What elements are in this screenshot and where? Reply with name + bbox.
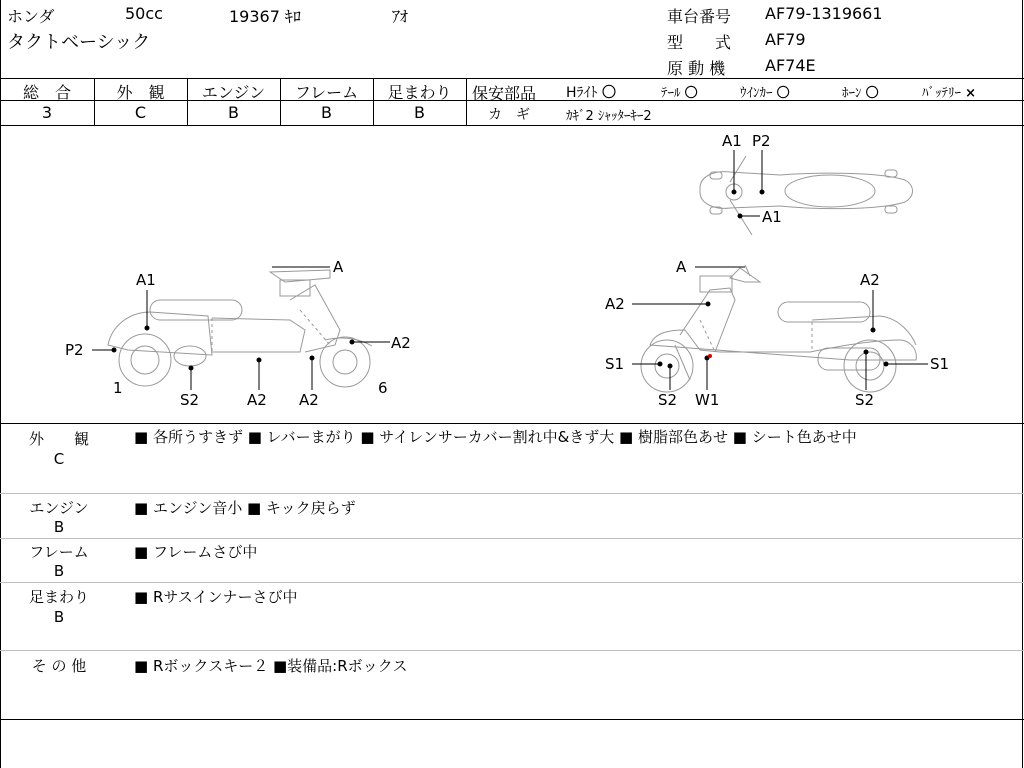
type-label: 型 式 [667,33,732,52]
label-a2: A2 [247,391,267,409]
damage-diagram [0,126,1024,424]
remark-text: ■ Rボックスキー２ ■装備品:Rボックス [134,657,408,675]
model-name: タクトベーシック [7,32,151,53]
type-value: AF79 [765,30,806,49]
label-s1: S1 [605,355,625,373]
remark-text: ■ Rサスインナーさび中 [134,588,298,606]
suspension-grade-label: 足まわり [387,83,452,102]
label-a2: A2 [605,295,625,313]
exterior-grade: C [134,103,147,122]
label-a2: A2 [860,271,880,289]
mileage: 19367 ｷﾛ [229,7,301,26]
label-a1: A1 [136,271,156,289]
engine-label: 原 動 機 [667,59,726,78]
divider [0,582,1024,583]
frame-no-label: 車台番号 [667,7,732,26]
label-a1: A1 [762,208,782,226]
color: ｱｵ [392,7,409,26]
remark-text: ■ エンジン音小 ■ キック戻らず [134,499,356,517]
divider [0,493,1024,494]
safety-item-name: ﾊﾞｯﾃﾘｰ [922,86,961,101]
exterior-label: 外 観 [116,83,165,102]
engine-value: AF74E [765,56,816,75]
label-6: 6 [378,379,388,397]
safety-item [922,82,976,101]
safety-item-name: ｳｲﾝｶｰ [740,86,773,101]
scooter-top-view [700,156,913,235]
displacement: 50cc [125,4,163,23]
frame-grade-label: フレーム [294,83,359,102]
safety-item-mark: 〇 [684,86,698,101]
safety-item-mark: 〇 [601,85,616,101]
divider [0,538,1024,539]
safety-label: 保安部品 [472,84,537,103]
overall-label: 総 合 [22,83,71,102]
safety-item [842,82,879,101]
safety-item [740,82,790,101]
damage-marker [708,354,712,358]
safety-item [566,82,616,102]
label-s2: S2 [180,391,200,409]
divider [466,78,467,125]
remark-grade: C [53,450,65,468]
key-value: ｶｷﾞ2 ｼｬｯﾀｰｷｰ2 [566,109,652,124]
divider [0,719,1024,720]
remark-label: 外 観 [28,430,89,448]
divider [0,650,1024,651]
suspension-grade: B [414,103,425,122]
label-a2: A2 [391,334,411,352]
label-a: A [333,258,344,276]
remark-label: 足まわり [28,588,89,606]
frame-grade: B [321,103,332,122]
label-p2: P2 [752,132,771,150]
label-s2: S2 [658,391,678,409]
label-a1: A1 [722,132,742,150]
safety-item-mark: 〇 [865,86,879,101]
remark-label: エンジン [29,499,89,517]
engine-grade-label: エンジン [201,83,266,102]
label-a: A [676,258,687,276]
remark-text: ■ フレームさび中 [134,543,258,561]
label-a2: A2 [299,391,319,409]
divider [0,78,1024,79]
frame-no: AF79-1319661 [765,4,883,23]
remark-label: フレーム [29,543,89,561]
remark-label: そ の 他 [31,657,87,675]
safety-item [661,82,698,101]
label-s2: S2 [855,391,875,409]
safety-item-mark: 〇 [776,86,790,101]
remark-grade: B [53,518,65,536]
maker: ホンダ [7,7,55,26]
safety-item-name: ﾃｰﾙ [661,86,681,101]
label-1: 1 [113,379,123,397]
overall-grade: 3 [41,103,53,122]
safety-item-name: Hﾗｲﾄ [566,85,598,101]
label-s1: S1 [930,355,950,373]
safety-item-mark: × [965,86,977,101]
remark-text: ■ 各所うすきず ■ レバーまがり ■ サイレンサーカバー割れ中&きず大 ■ 樹脂部色あせ ■ シート色あせ中 [134,428,857,446]
key-label: カ ギ [488,107,530,123]
engine-grade: B [228,103,239,122]
label-w1: W1 [695,391,720,409]
safety-item-name: ﾎｰﾝ [842,86,862,101]
remark-grade: B [53,608,65,626]
remark-grade: B [53,562,65,580]
divider [0,423,1024,424]
label-p2: P2 [65,341,84,359]
